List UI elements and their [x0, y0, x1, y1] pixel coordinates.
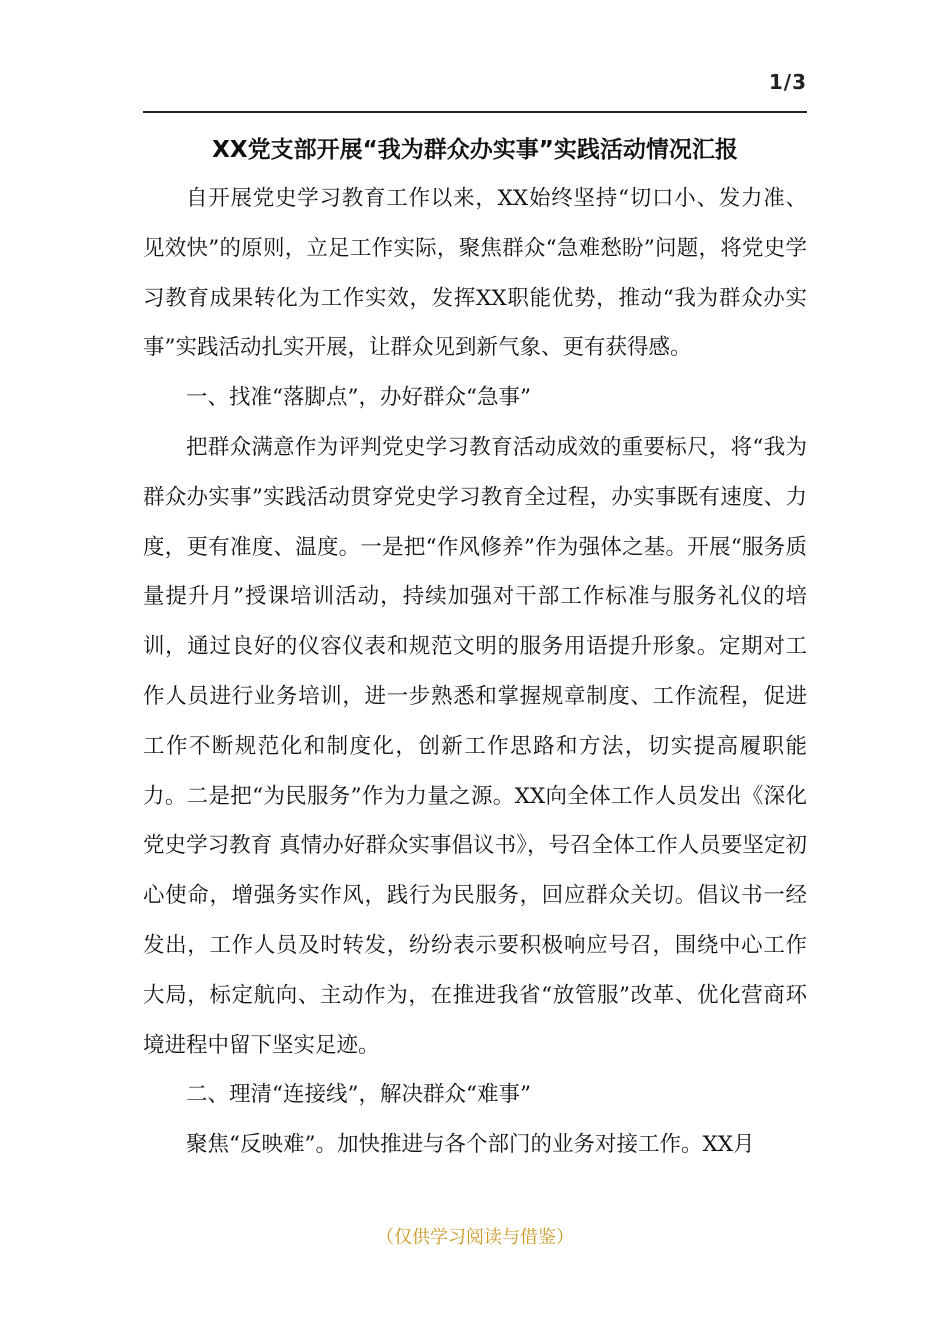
paragraph-section-1: 把群众满意作为评判党史学习教育活动成效的重要标尺，将“我为群众办实事”实践活动贯穿党史学习教育全过程，办实事既有速度、力度，更有准度、温度。一是把“作风修养”作为强体之基。开展“服务质量提升月”授课培训活动，持续加强对干部工作标准与服务礼仪的培训，通过良好的仪容仪表和规范文明的服务用语提升形象。定期对工作人员进行业务培训，进一步熟悉和掌握规章制度、工作流程，促进工作不断规范化和制度化，创新工作思路和方法，切实提高履职能力。二是把“为民服务”作为力量之源。XX向全体工作人员发出《深化党史学习教育 真情办好群众实事倡议书》，号召全体工作人员要坚定初心使命，增强务实作风，践行为民服务，回应群众关切。倡议书一经发出，工作人员及时转发，纷纷表示要积极响应号召，围绕中心工作大局，标定航向、主动作为，在推进我省“放管服”改革、优化营商环境进程中留下坚实足迹。	[143, 434, 807, 1058]
footer-note: （仅供学习阅读与借鉴）	[376, 1227, 574, 1248]
paragraph-section-2: 聚焦“反映难”。加快推进与各个部门的业务对接工作。XX月	[186, 1132, 755, 1158]
page-number: 1/3	[768, 70, 807, 94]
document-body	[143, 174, 807, 1170]
section-heading-2: 二、理清“连接线”，解决群众“难事”	[186, 1082, 531, 1108]
header-rule	[143, 111, 807, 113]
paragraph-intro: 自开展党史学习教育工作以来，XX始终坚持“切口小、发力准、见效快”的原则，立足工作实际，聚焦群众“急难愁盼”问题，将党史学习教育成果转化为工作实效，发挥XX职能优势，推动“我为群众办实事”实践活动扎实开展，让群众见到新气象、更有获得感。	[143, 186, 807, 361]
section-heading-1: 一、找准“落脚点”，办好群众“急事”	[186, 385, 531, 411]
document-title: XX党支部开展“我为群众办实事”实践活动情况汇报	[212, 137, 738, 163]
